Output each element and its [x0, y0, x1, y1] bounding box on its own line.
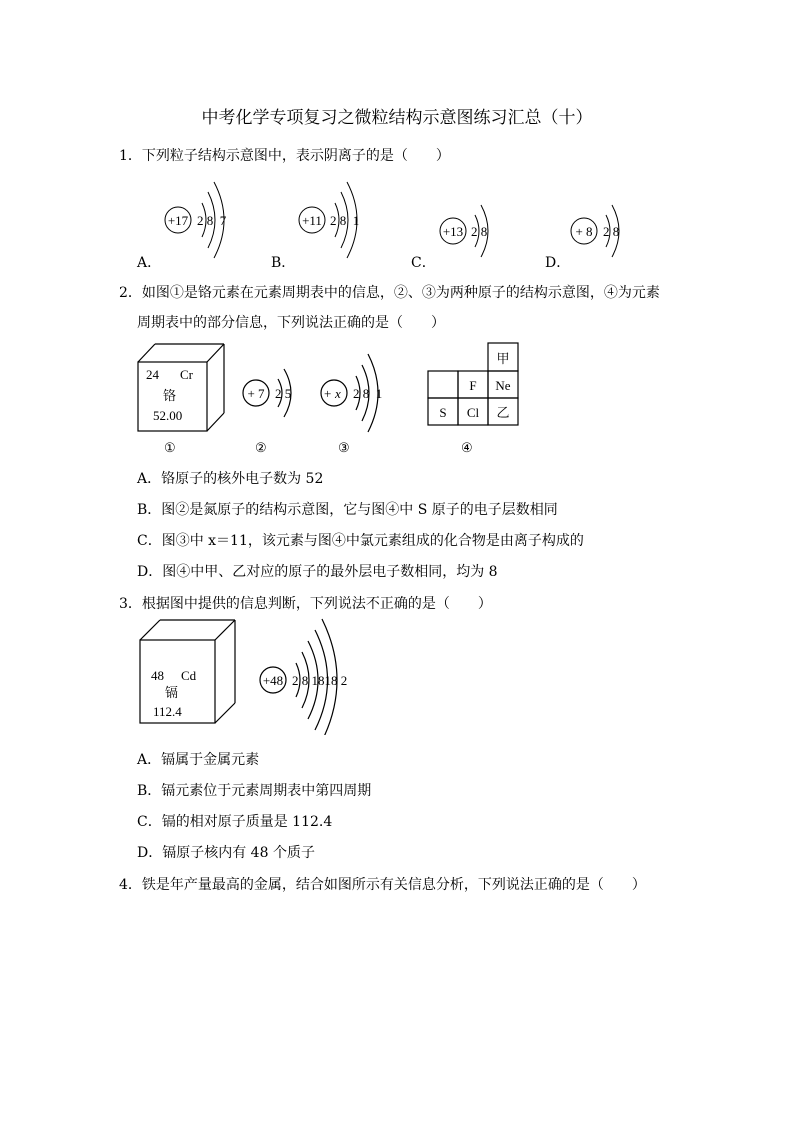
q1-stem: 1．下列粒子结构示意图中，表示阴离子的是（ ） [119, 148, 450, 164]
q3-atom-electrons: 2 8 1818 2 [292, 673, 348, 688]
q2-figures [130, 340, 550, 460]
q2-table-s: S [439, 405, 447, 420]
q3-stem: 3．根据图中提供的信息判断，下列说法不正确的是（ ） [119, 596, 492, 612]
q1-diagrams [110, 170, 670, 270]
q2-table-cl: Cl [466, 405, 480, 420]
q2-table-f: F [469, 378, 477, 393]
q3-cell-name: 镉 [165, 685, 179, 700]
q3-option-a: A．镉属于金属元素 [137, 752, 260, 768]
q4-stem: 4．铁是年产量最高的金属，结合如图所示有关信息分析，下列说法正确的是（ ） [119, 877, 646, 893]
q3-option-c: C．镉的相对原子质量是 112.4 [137, 814, 333, 830]
q1-label-b: B． [271, 255, 296, 271]
q1-label-d: D． [545, 255, 571, 271]
q2-cell-symbol: Cr [180, 367, 193, 382]
q2-cell-number: 24 [146, 367, 159, 382]
q1-b-electrons: 2 8 1 [330, 213, 360, 228]
q2-fig-label-4: ④ [461, 440, 473, 455]
q3-option-d: D．镉原子核内有 48 个质子 [137, 845, 315, 861]
q2-option-c: C．图③中 x＝11，该元素与图④中氯元素组成的化合物是由离子构成的 [137, 533, 584, 549]
q3-cell-number: 48 [151, 668, 164, 683]
q1-a-electrons: 2 8 7 [197, 213, 227, 228]
q3-option-b: B．镉元素位于元素周期表中第四周期 [137, 783, 372, 799]
q2-atom3-nucleus-sign: + [324, 386, 332, 401]
q1-c-electrons: 2 8 [471, 224, 488, 239]
q1-label-c: C． [411, 255, 436, 271]
q2-atom3-variable: x [335, 386, 341, 401]
q3-atom-nucleus: +48 [262, 673, 284, 688]
q2-table-ne: Ne [495, 378, 511, 393]
q2-table-jia: 甲 [496, 351, 510, 366]
q2-fig-label-2: ② [255, 440, 267, 455]
q2-atom2-nucleus: + 7 [247, 386, 265, 401]
q2-table-yi: 乙 [496, 405, 510, 420]
q2-atom2-electrons: 2 5 [275, 386, 292, 401]
q3-figures [130, 615, 390, 735]
q2-option-d: D．图④中甲、乙对应的原子的最外层电子数相同，均为 8 [137, 564, 498, 580]
q2-fig-label-3: ③ [338, 440, 350, 455]
q1-d-nucleus: + 8 [575, 224, 593, 239]
q1-label-a: A． [137, 255, 162, 271]
q1-d-electrons: 2 8 [603, 224, 620, 239]
page-title: 中考化学专项复习之微粒结构示意图练习汇总（十） [201, 108, 593, 128]
q3-cell-mass: 112.4 [153, 704, 182, 719]
q2-stem-line1: 2．如图①是铬元素在元素周期表中的信息，②、③为两种原子的结构示意图，④为元素 [119, 285, 660, 301]
q2-stem-line2: 周期表中的部分信息，下列说法正确的是（ ） [137, 315, 445, 331]
q2-option-b: B．图②是氮原子的结构示意图，它与图④中 S 原子的电子层数相同 [137, 502, 558, 518]
q2-cell-name: 铬 [163, 388, 177, 403]
q2-atom3-electrons: 2 8 1 [353, 386, 383, 401]
q3-cell-symbol: Cd [181, 668, 197, 683]
q2-option-a: A．铬原子的核外电子数为 52 [137, 471, 324, 487]
q2-fig-label-1: ① [164, 440, 176, 455]
q2-cell-mass: 52.00 [153, 408, 183, 423]
q1-b-nucleus: +11 [302, 213, 322, 228]
q1-a-nucleus: +17 [167, 213, 189, 228]
q1-c-nucleus: +13 [442, 224, 464, 239]
